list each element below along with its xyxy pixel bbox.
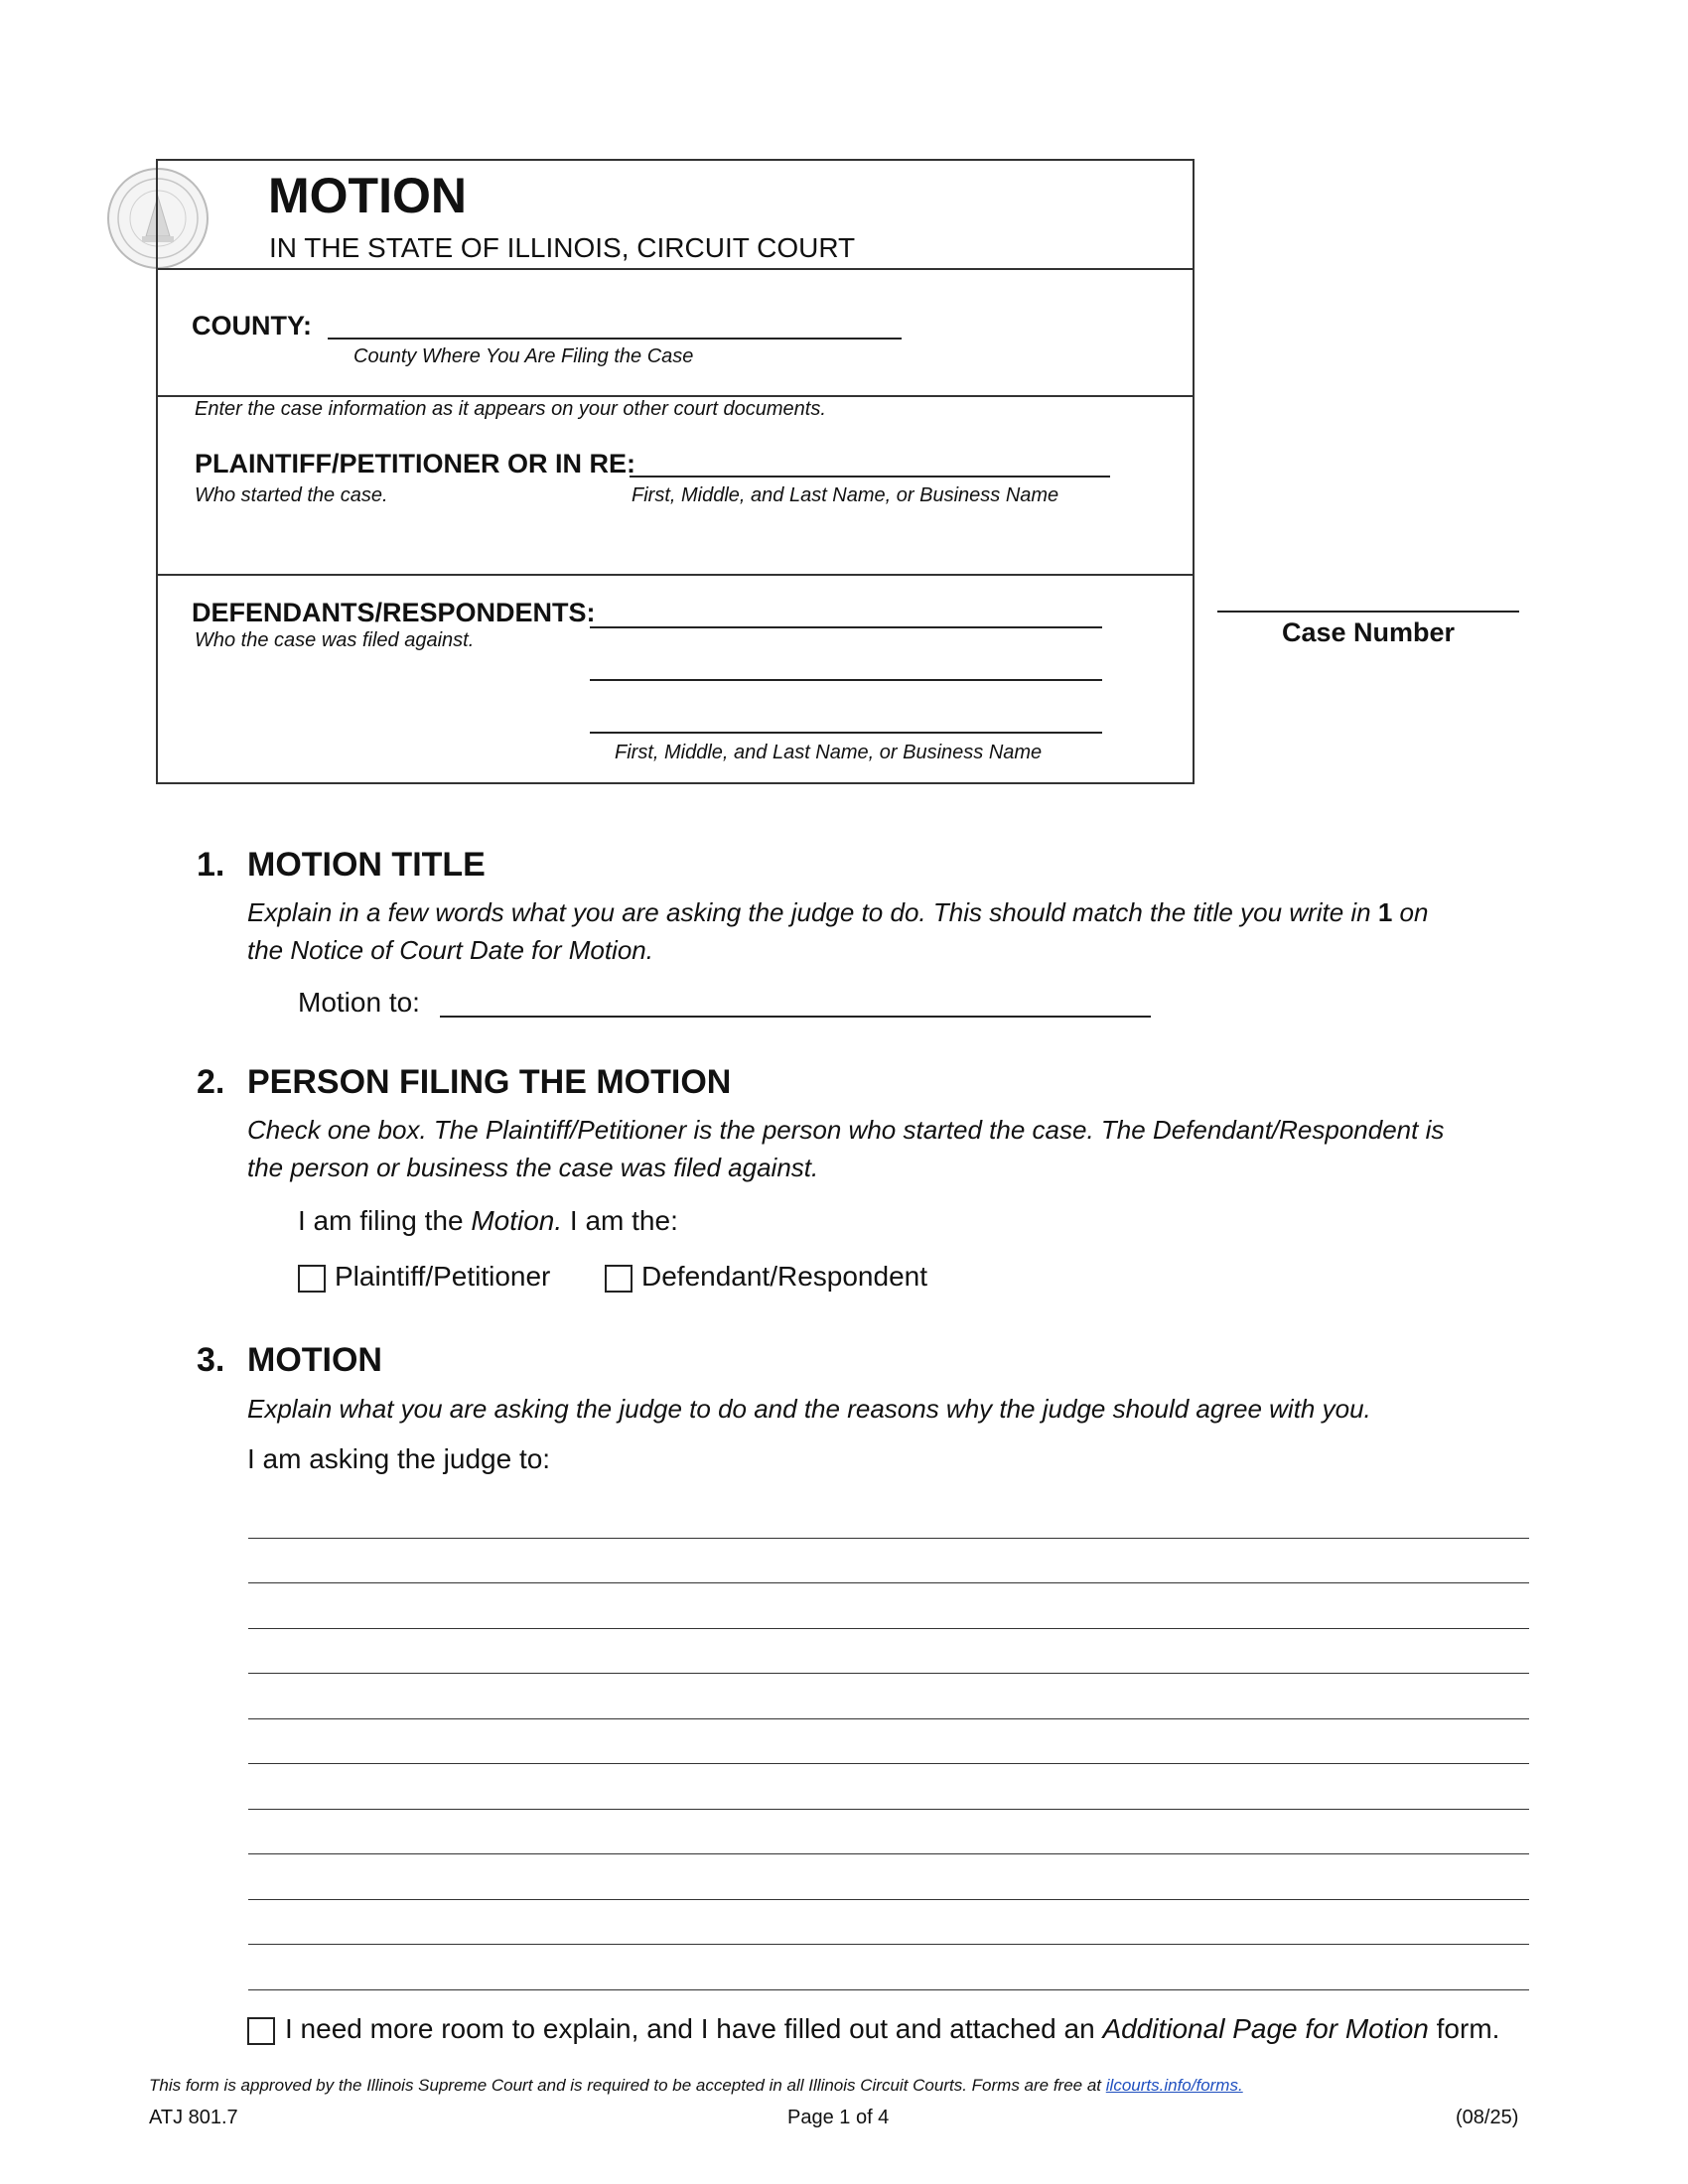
county-hint: County Where You Are Filing the Case	[353, 345, 694, 367]
county-label: COUNTY:	[192, 311, 312, 341]
plaintiff-name-input[interactable]	[630, 476, 1110, 478]
more-room-checkbox[interactable]	[247, 2017, 275, 2045]
filing-role-prompt: I am filing the Motion. I am the:	[298, 1205, 678, 1236]
defendants-sub: Who the case was filed against.	[195, 629, 475, 651]
defendant-respondent-option-label: Defendant/Respondent	[641, 1261, 927, 1292]
section-3-number: 3.	[197, 1341, 225, 1379]
plaintiff-petitioner-checkbox[interactable]	[298, 1265, 326, 1293]
motion-text-line[interactable]	[248, 1763, 1529, 1764]
section-1-instructions: Explain in a few words what you are asking the judge to do. This should match the title you write in 1 on	[247, 897, 1429, 927]
motion-text-line[interactable]	[248, 1628, 1529, 1629]
case-number-input[interactable]	[1217, 611, 1519, 613]
defendant-respondent-checkbox[interactable]	[605, 1265, 633, 1293]
section-3-instructions: Explain what you are asking the judge to do and the reasons why the judge should agree with you.	[247, 1394, 1371, 1424]
page-number: Page 1 of 4	[787, 2107, 890, 2128]
plaintiff-sub: Who started the case.	[195, 484, 388, 506]
form-revision: (08/25)	[1456, 2107, 1519, 2128]
county-input[interactable]	[328, 338, 902, 340]
motion-text-line[interactable]	[248, 1718, 1529, 1719]
plaintiff-label: PLAINTIFF/PETITIONER OR IN RE:	[195, 449, 635, 478]
section-2-instructions: Check one box. The Plaintiff/Petitioner is the person who started the case. The Defendant/Respondent is	[247, 1115, 1445, 1145]
caption-divider	[158, 395, 1193, 397]
motion-text-line[interactable]	[248, 1853, 1529, 1854]
defendant-name-input-3[interactable]	[590, 732, 1102, 734]
motion-to-label: Motion to:	[298, 987, 420, 1018]
section-2-instructions-line2: the person or business the case was filed against.	[247, 1153, 819, 1182]
section-1-title: MOTION TITLE	[247, 846, 486, 884]
section-1-number: 1.	[197, 846, 225, 884]
section-1-instructions-line2: the Notice of Court Date for Motion.	[247, 935, 653, 965]
asking-judge-prompt: I am asking the judge to:	[247, 1443, 551, 1474]
forms-link[interactable]: ilcourts.info/forms.	[1105, 2076, 1243, 2095]
motion-text-line[interactable]	[248, 1673, 1529, 1674]
section-2-number: 2.	[197, 1063, 225, 1101]
motion-text-line[interactable]	[248, 1582, 1529, 1583]
section-3-title: MOTION	[247, 1341, 382, 1379]
caption-divider	[158, 268, 1193, 270]
plaintiff-hint: First, Middle, and Last Name, or Business Name	[632, 484, 1059, 506]
motion-text-line[interactable]	[248, 1538, 1529, 1539]
case-info-note: Enter the case information as it appears on your other court documents.	[195, 398, 826, 420]
motion-text-line[interactable]	[248, 1944, 1529, 1945]
plaintiff-petitioner-option-label: Plaintiff/Petitioner	[335, 1261, 551, 1292]
more-room-label: I need more room to explain, and I have filled out and attached an Additional Page for Motion form.	[285, 2013, 1500, 2044]
footer-approval-note: This form is approved by the Illinois Supreme Court and is required to be accepted in all Illinois Circuit Courts. Forms are free at ilcourts.info/forms.	[149, 2076, 1243, 2095]
motion-to-input[interactable]	[440, 1016, 1151, 1018]
motion-text-line[interactable]	[248, 1899, 1529, 1900]
form-subtitle: IN THE STATE OF ILLINOIS, CIRCUIT COURT	[269, 232, 856, 263]
section-2-title: PERSON FILING THE MOTION	[247, 1063, 732, 1101]
motion-text-line[interactable]	[248, 1809, 1529, 1810]
form-id: ATJ 801.7	[149, 2107, 238, 2128]
defendant-name-input-2[interactable]	[590, 679, 1102, 681]
motion-text-line[interactable]	[248, 1989, 1529, 1990]
form-title: MOTION	[268, 168, 467, 223]
caption-divider	[158, 574, 1193, 576]
case-number-label: Case Number	[1281, 617, 1456, 647]
defendant-name-input-1[interactable]	[590, 626, 1102, 628]
defendants-hint: First, Middle, and Last Name, or Business Name	[615, 742, 1043, 763]
defendants-label: DEFENDANTS/RESPONDENTS:	[192, 598, 596, 627]
